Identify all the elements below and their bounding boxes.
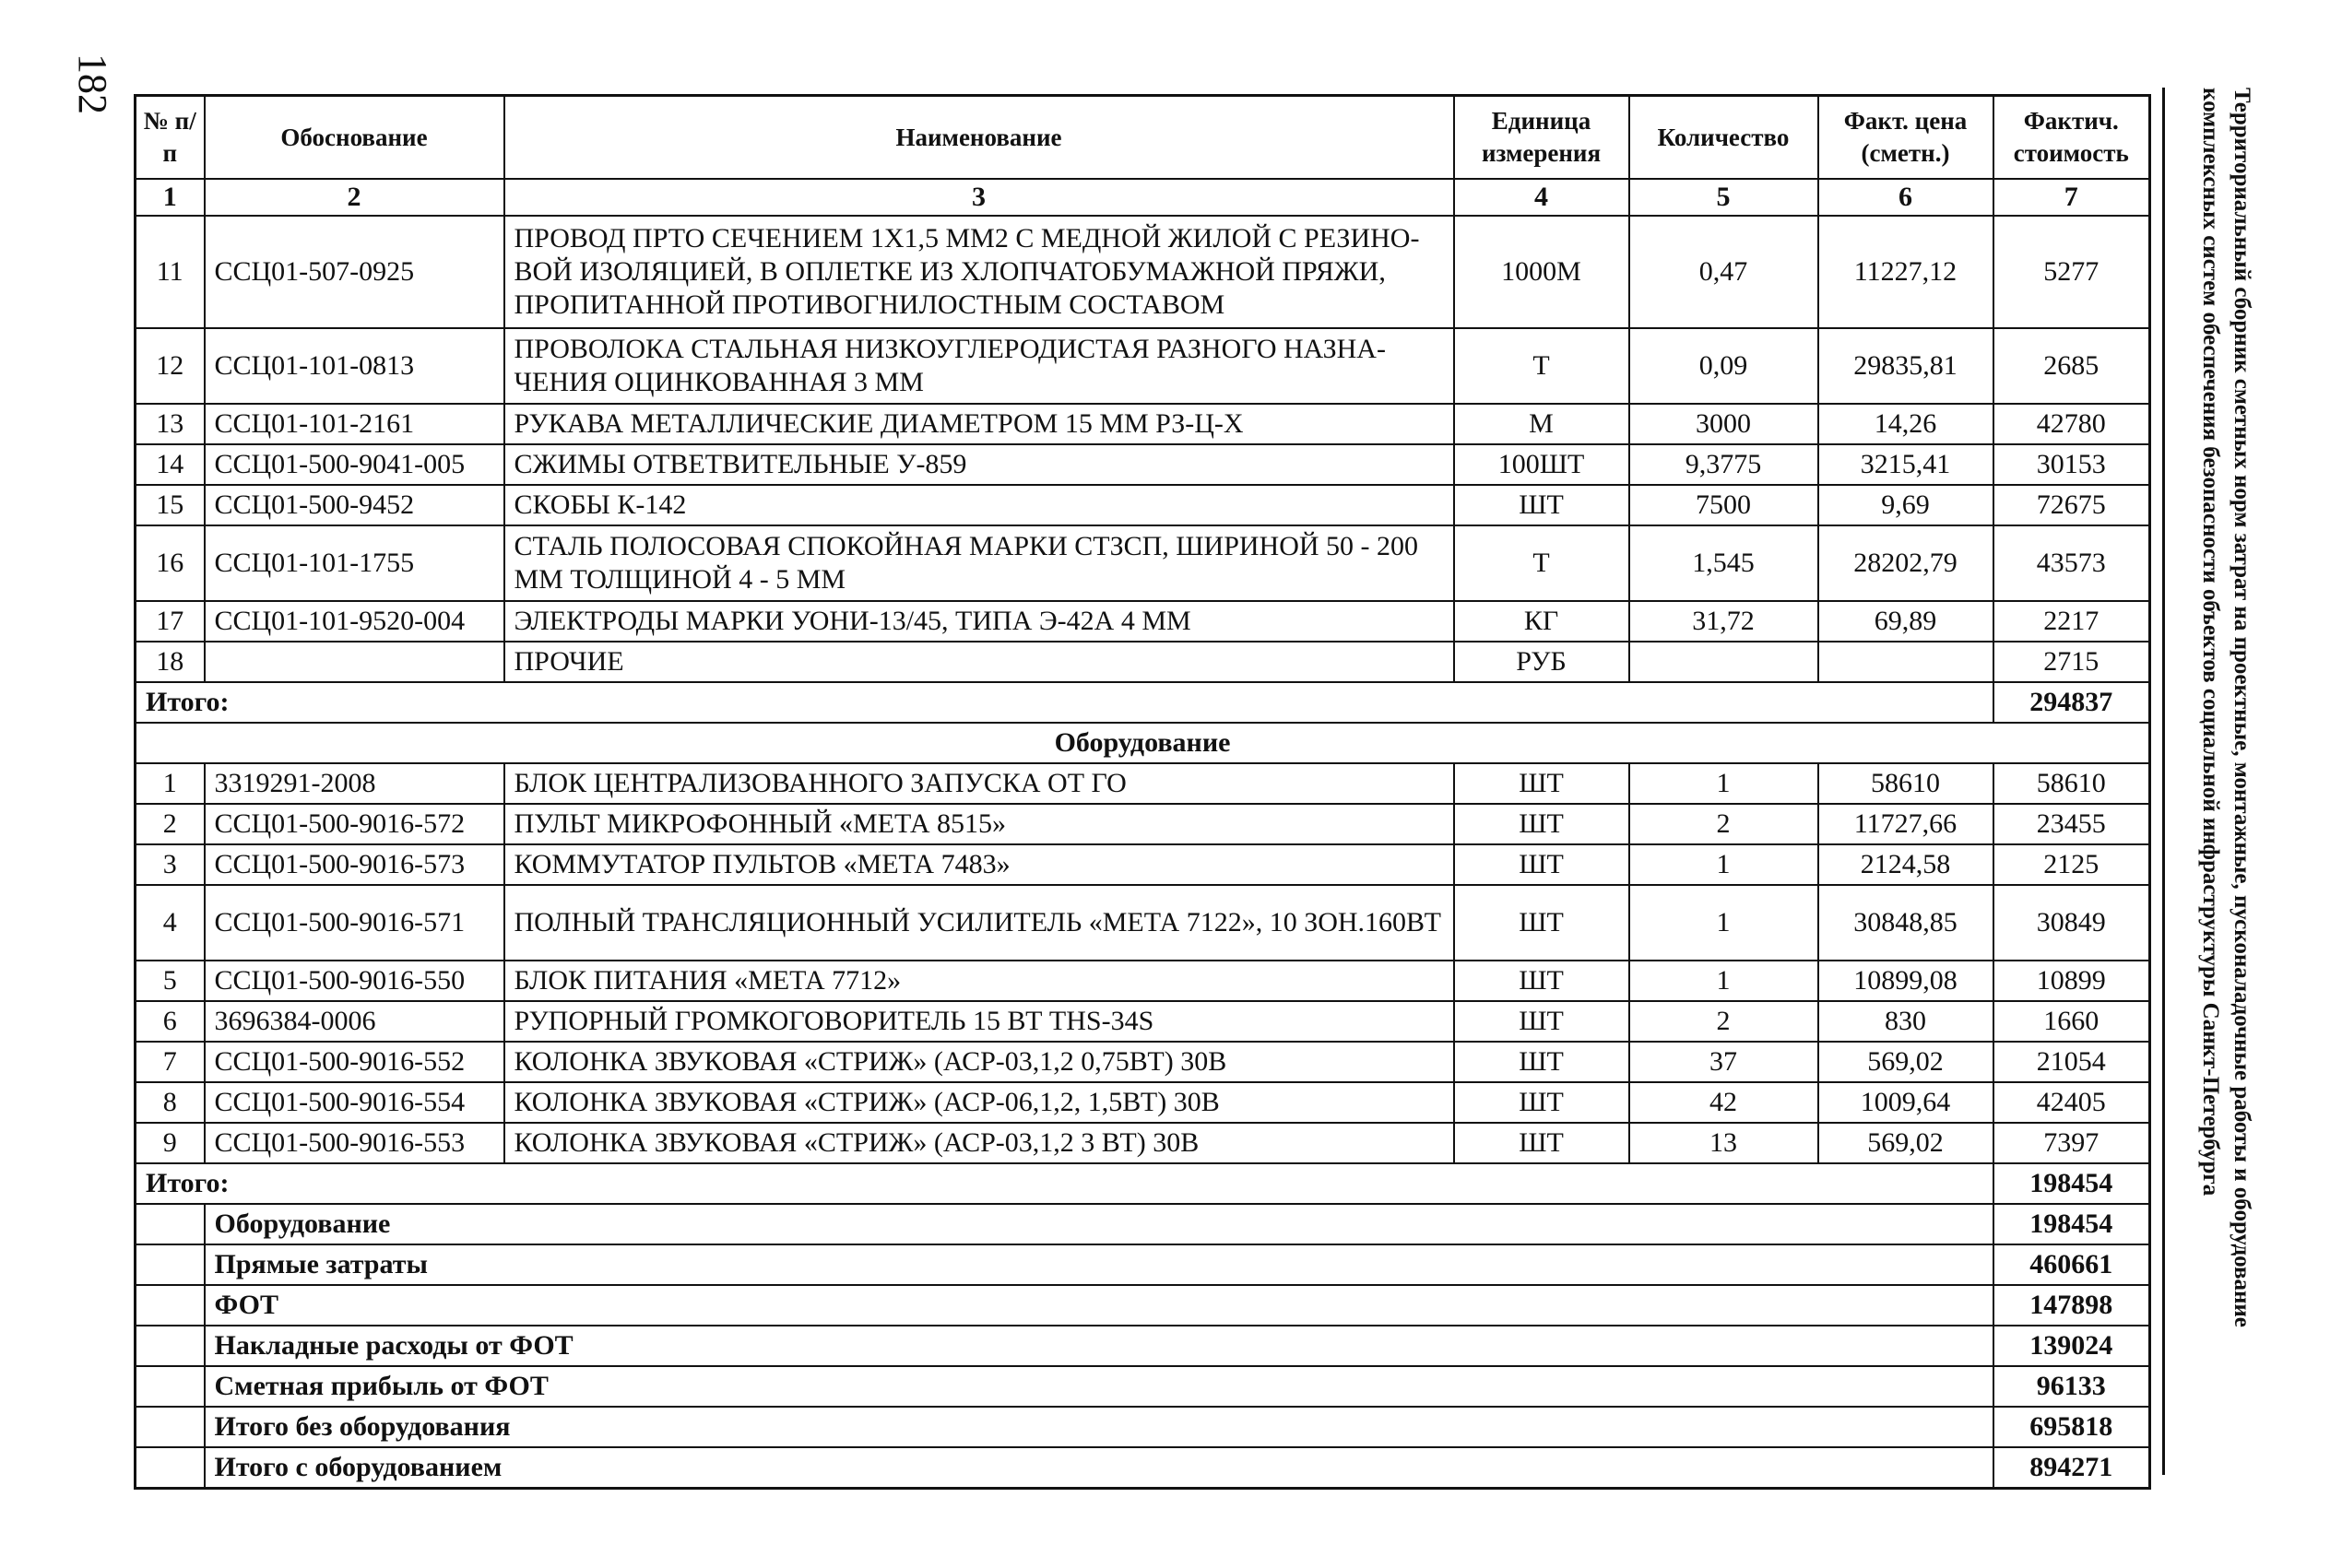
row-num: 1 <box>136 763 205 804</box>
table-row <box>136 404 2150 444</box>
row-price: 1009,64 <box>1818 1082 1993 1123</box>
row-basis: ССЦ01-101-2161 <box>205 404 504 444</box>
equipment-total-row <box>136 1163 2150 1204</box>
header-price: Факт. цена (сметн.) <box>1818 96 1993 180</box>
row-qty: 1 <box>1629 961 1818 1001</box>
row-basis: ССЦ01-500-9016-550 <box>205 961 504 1001</box>
summary-label: Итого с оборудованием <box>205 1447 1993 1489</box>
table-header-row <box>136 96 2150 180</box>
row-cost: 2685 <box>1993 328 2150 404</box>
row-num: 13 <box>136 404 205 444</box>
summary-value: 695818 <box>1993 1407 2150 1447</box>
table-row <box>136 885 2150 961</box>
table-row <box>136 1082 2150 1123</box>
row-name: КОЛОНКА ЗВУКОВАЯ «СТРИЖ» (АСР-06,1,2, 1,5ВТ) 30В <box>504 1082 1454 1123</box>
row-qty: 2 <box>1629 1001 1818 1042</box>
summary-value: 460661 <box>1993 1244 2150 1285</box>
row-name: СТАЛЬ ПОЛОСОВАЯ СПОКОЙНАЯ МАРКИ СТЗСП, ШИРИНОЙ 50 - 200 ММ ТОЛЩИНОЙ 4 - 5 ММ <box>504 525 1454 601</box>
table-row <box>136 485 2150 525</box>
row-qty: 42 <box>1629 1082 1818 1123</box>
row-qty: 2 <box>1629 804 1818 844</box>
row-unit: Т <box>1454 328 1629 404</box>
table-row <box>136 961 2150 1001</box>
row-name: БЛОК ЦЕНТРАЛИЗОВАННОГО ЗАПУСКА ОТ ГО <box>504 763 1454 804</box>
equipment-total-label: Итого: <box>136 1163 1993 1204</box>
row-basis: 3319291-2008 <box>205 763 504 804</box>
row-unit: РУБ <box>1454 642 1629 682</box>
row-qty: 13 <box>1629 1123 1818 1163</box>
row-num: 9 <box>136 1123 205 1163</box>
summary-label: Накладные расходы от ФОТ <box>205 1326 1993 1366</box>
estimate-table <box>134 94 2151 1490</box>
summary-blank <box>136 1204 205 1244</box>
row-name: ПРОВОЛОКА СТАЛЬНАЯ НИЗКОУГЛЕРОДИСТАЯ РАЗНОГО НАЗНА-ЧЕНИЯ ОЦИНКОВАННАЯ 3 ММ <box>504 328 1454 404</box>
materials-total-value: 294837 <box>1993 682 2150 723</box>
row-name: БЛОК ПИТАНИЯ «МЕТА 7712» <box>504 961 1454 1001</box>
materials-total-label: Итого: <box>136 682 1993 723</box>
row-num: 5 <box>136 961 205 1001</box>
summary-blank <box>136 1326 205 1366</box>
summary-row <box>136 1204 2150 1244</box>
row-price: 29835,81 <box>1818 328 1993 404</box>
row-cost: 58610 <box>1993 763 2150 804</box>
row-name: ПУЛЬТ МИКРОФОННЫЙ «МЕТА 8515» <box>504 804 1454 844</box>
row-basis: ССЦ01-101-1755 <box>205 525 504 601</box>
summary-label: Сметная прибыль от ФОТ <box>205 1366 1993 1407</box>
col-number: 1 <box>136 179 205 216</box>
row-cost: 2715 <box>1993 642 2150 682</box>
row-basis: ССЦ01-500-9016-552 <box>205 1042 504 1082</box>
row-cost: 23455 <box>1993 804 2150 844</box>
row-price: 10899,08 <box>1818 961 1993 1001</box>
row-unit: ШТ <box>1454 1123 1629 1163</box>
table-row <box>136 601 2150 642</box>
header-unit: Единица измерения <box>1454 96 1629 180</box>
materials-total-row <box>136 682 2150 723</box>
row-cost: 2217 <box>1993 601 2150 642</box>
row-name: ПРОЧИЕ <box>504 642 1454 682</box>
summary-blank <box>136 1366 205 1407</box>
row-basis: ССЦ01-500-9016-571 <box>205 885 504 961</box>
row-unit: КГ <box>1454 601 1629 642</box>
table-row <box>136 328 2150 404</box>
row-price: 58610 <box>1818 763 1993 804</box>
table-row <box>136 844 2150 885</box>
section-header-row <box>136 723 2150 763</box>
row-num: 15 <box>136 485 205 525</box>
header-cost: Фактич. стоимость <box>1993 96 2150 180</box>
row-num: 11 <box>136 216 205 328</box>
row-qty: 3000 <box>1629 404 1818 444</box>
row-cost: 1660 <box>1993 1001 2150 1042</box>
header-basis: Обоснование <box>205 96 504 180</box>
row-price: 3215,41 <box>1818 444 1993 485</box>
row-cost: 42780 <box>1993 404 2150 444</box>
row-cost: 72675 <box>1993 485 2150 525</box>
summary-blank <box>136 1407 205 1447</box>
row-cost: 10899 <box>1993 961 2150 1001</box>
row-basis: ССЦ01-507-0925 <box>205 216 504 328</box>
row-price: 30848,85 <box>1818 885 1993 961</box>
summary-row <box>136 1285 2150 1326</box>
header-num: № п/п <box>136 96 205 180</box>
row-num: 17 <box>136 601 205 642</box>
summary-value: 198454 <box>1993 1204 2150 1244</box>
row-basis: ССЦ01-500-9016-572 <box>205 804 504 844</box>
row-qty: 31,72 <box>1629 601 1818 642</box>
row-basis <box>205 642 504 682</box>
row-qty: 0,47 <box>1629 216 1818 328</box>
equipment-section-title: Оборудование <box>136 723 2150 763</box>
row-basis: 3696384-0006 <box>205 1001 504 1042</box>
summary-blank <box>136 1285 205 1326</box>
row-name: ПОЛНЫЙ ТРАНСЛЯЦИОННЫЙ УСИЛИТЕЛЬ «МЕТА 7122», 10 ЗОН.160ВТ <box>504 885 1454 961</box>
row-qty: 9,3775 <box>1629 444 1818 485</box>
row-num: 8 <box>136 1082 205 1123</box>
row-qty: 1 <box>1629 885 1818 961</box>
row-price: 28202,79 <box>1818 525 1993 601</box>
row-num: 4 <box>136 885 205 961</box>
table-row <box>136 1123 2150 1163</box>
row-num: 2 <box>136 804 205 844</box>
row-unit: ШТ <box>1454 1042 1629 1082</box>
summary-value: 147898 <box>1993 1285 2150 1326</box>
summary-row <box>136 1407 2150 1447</box>
row-basis: ССЦ01-500-9041-005 <box>205 444 504 485</box>
row-price: 11727,66 <box>1818 804 1993 844</box>
row-basis: ССЦ01-500-9016-554 <box>205 1082 504 1123</box>
row-basis: ССЦ01-500-9452 <box>205 485 504 525</box>
table-row <box>136 642 2150 682</box>
row-qty <box>1629 642 1818 682</box>
row-basis: ССЦ01-500-9016-553 <box>205 1123 504 1163</box>
table-row <box>136 1042 2150 1082</box>
row-price: 11227,12 <box>1818 216 1993 328</box>
row-name: СКОБЫ К-142 <box>504 485 1454 525</box>
summary-blank <box>136 1447 205 1489</box>
row-name: РУПОРНЫЙ ГРОМКОГОВОРИТЕЛЬ 15 ВТ THS-34S <box>504 1001 1454 1042</box>
summary-value: 96133 <box>1993 1366 2150 1407</box>
row-unit: ШТ <box>1454 844 1629 885</box>
col-number: 7 <box>1993 179 2150 216</box>
row-qty: 0,09 <box>1629 328 1818 404</box>
row-name: СЖИМЫ ОТВЕТВИТЕЛЬНЫЕ У-859 <box>504 444 1454 485</box>
summary-row <box>136 1366 2150 1407</box>
row-unit: ШТ <box>1454 1082 1629 1123</box>
row-num: 7 <box>136 1042 205 1082</box>
row-name: ПРОВОД ПРТО СЕЧЕНИЕМ 1Х1,5 ММ2 С МЕДНОЙ ЖИЛОЙ С РЕЗИНО-ВОЙ ИЗОЛЯЦИЕЙ, В ОПЛЕТКЕ ИЗ ХЛОПЧАТОБУМАЖНОЙ ПРЯЖИ, ПРОПИТАННОЙ ПРОТИВОГНИЛОСТНЫМ СОСТАВОМ <box>504 216 1454 328</box>
row-num: 14 <box>136 444 205 485</box>
summary-row <box>136 1244 2150 1285</box>
summary-blank <box>136 1244 205 1285</box>
row-cost: 42405 <box>1993 1082 2150 1123</box>
row-qty: 7500 <box>1629 485 1818 525</box>
side-caption-line-2: комплексных систем обеспечения безопасности объектов социальной инфраструктуры Санкт-Петербурга <box>2198 88 2223 1197</box>
side-divider <box>2162 88 2165 1475</box>
row-price <box>1818 642 1993 682</box>
summary-label: Оборудование <box>205 1204 1993 1244</box>
row-cost: 21054 <box>1993 1042 2150 1082</box>
row-num: 3 <box>136 844 205 885</box>
side-caption-line-1: Территориальный сборник сметных норм затрат на проектные, монтажные, пусконаладочные работы и оборудование <box>2230 88 2254 1327</box>
row-name: КОЛОНКА ЗВУКОВАЯ «СТРИЖ» (АСР-03,1,2 3 ВТ) 30В <box>504 1123 1454 1163</box>
col-number: 4 <box>1454 179 1629 216</box>
summary-value: 139024 <box>1993 1326 2150 1366</box>
page-number: 182 <box>70 53 115 114</box>
col-number: 2 <box>205 179 504 216</box>
row-unit: ШТ <box>1454 961 1629 1001</box>
row-price: 569,02 <box>1818 1042 1993 1082</box>
column-number-row <box>136 179 2150 216</box>
row-cost: 30849 <box>1993 885 2150 961</box>
table-row <box>136 444 2150 485</box>
row-qty: 1 <box>1629 763 1818 804</box>
row-cost: 30153 <box>1993 444 2150 485</box>
row-num: 16 <box>136 525 205 601</box>
row-unit: ШТ <box>1454 1001 1629 1042</box>
row-qty: 1 <box>1629 844 1818 885</box>
summary-label: ФОТ <box>205 1285 1993 1326</box>
row-qty: 1,545 <box>1629 525 1818 601</box>
row-cost: 5277 <box>1993 216 2150 328</box>
header-qty: Количество <box>1629 96 1818 180</box>
row-cost: 7397 <box>1993 1123 2150 1163</box>
equipment-total-value: 198454 <box>1993 1163 2150 1204</box>
row-unit: 100ШТ <box>1454 444 1629 485</box>
row-basis: ССЦ01-101-9520-004 <box>205 601 504 642</box>
col-number: 5 <box>1629 179 1818 216</box>
row-unit: ШТ <box>1454 485 1629 525</box>
row-name: КОММУТАТОР ПУЛЬТОВ «МЕТА 7483» <box>504 844 1454 885</box>
row-name: КОЛОНКА ЗВУКОВАЯ «СТРИЖ» (АСР-03,1,2 0,75ВТ) 30В <box>504 1042 1454 1082</box>
table-row <box>136 525 2150 601</box>
row-price: 9,69 <box>1818 485 1993 525</box>
row-num: 12 <box>136 328 205 404</box>
summary-value: 894271 <box>1993 1447 2150 1489</box>
row-price: 830 <box>1818 1001 1993 1042</box>
summary-row <box>136 1326 2150 1366</box>
row-price: 69,89 <box>1818 601 1993 642</box>
row-price: 569,02 <box>1818 1123 1993 1163</box>
summary-label: Итого без оборудования <box>205 1407 1993 1447</box>
table-row <box>136 216 2150 328</box>
side-caption <box>2193 88 2257 1424</box>
row-name: ЭЛЕКТРОДЫ МАРКИ УОНИ-13/45, ТИПА Э-42А 4 ММ <box>504 601 1454 642</box>
row-unit: М <box>1454 404 1629 444</box>
row-basis: ССЦ01-101-0813 <box>205 328 504 404</box>
col-number: 3 <box>504 179 1454 216</box>
table-row <box>136 804 2150 844</box>
row-price: 2124,58 <box>1818 844 1993 885</box>
summary-row <box>136 1447 2150 1489</box>
row-price: 14,26 <box>1818 404 1993 444</box>
row-unit: 1000М <box>1454 216 1629 328</box>
row-unit: Т <box>1454 525 1629 601</box>
table-row <box>136 763 2150 804</box>
row-num: 6 <box>136 1001 205 1042</box>
row-qty: 37 <box>1629 1042 1818 1082</box>
table-row <box>136 1001 2150 1042</box>
summary-label: Прямые затраты <box>205 1244 1993 1285</box>
col-number: 6 <box>1818 179 1993 216</box>
row-name: РУКАВА МЕТАЛЛИЧЕСКИЕ ДИАМЕТРОМ 15 ММ РЗ-Ц-Х <box>504 404 1454 444</box>
row-cost: 2125 <box>1993 844 2150 885</box>
row-unit: ШТ <box>1454 885 1629 961</box>
row-unit: ШТ <box>1454 804 1629 844</box>
header-name: Наименование <box>504 96 1454 180</box>
row-basis: ССЦ01-500-9016-573 <box>205 844 504 885</box>
row-cost: 43573 <box>1993 525 2150 601</box>
row-num: 18 <box>136 642 205 682</box>
row-unit: ШТ <box>1454 763 1629 804</box>
